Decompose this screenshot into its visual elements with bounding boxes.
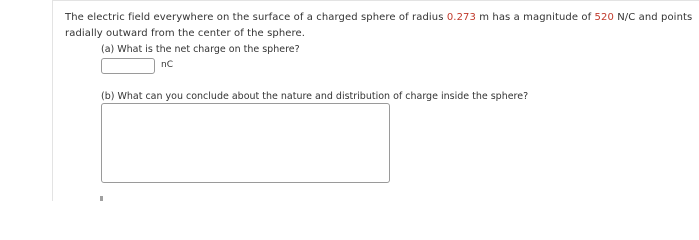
problem-statement: The electric field everywhere on the surface of a charged sphere of radius 0.273 m has a magnitude of 520 N/C and points radially outward from the center of the sphere. (65, 12, 693, 39)
net-charge-unit: nC (161, 60, 173, 70)
part-b-question: (b) What can you conclude about the nature and distribution of charge inside the sphere? (101, 91, 529, 102)
conclusion-textarea[interactable] (101, 103, 390, 183)
field-magnitude-value: 520 (594, 12, 614, 23)
part-a-question: (a) What is the net charge on the sphere? (101, 44, 300, 55)
resize-handle[interactable] (100, 196, 103, 201)
net-charge-input[interactable] (101, 58, 155, 74)
radius-value: 0.273 (446, 12, 476, 23)
